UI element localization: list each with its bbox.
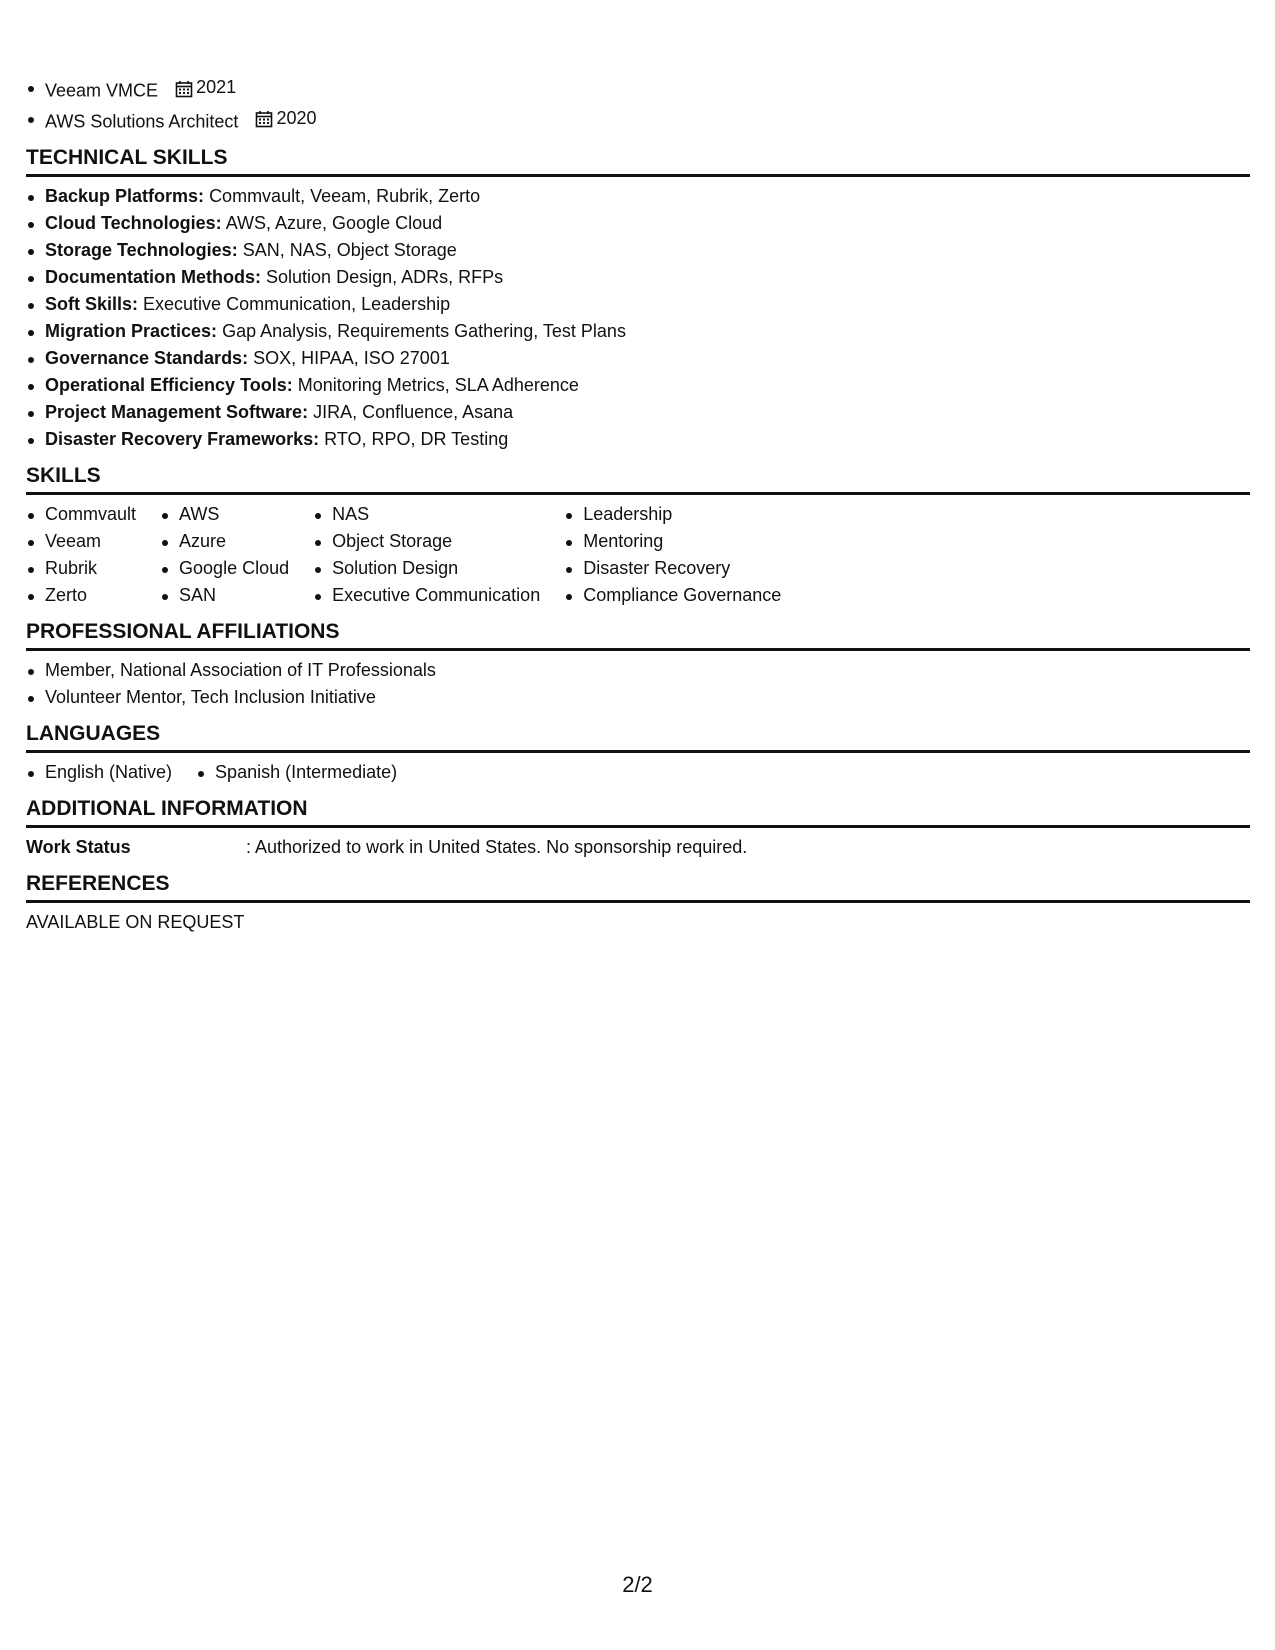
affiliation-item: Member, National Association of IT Professionals (26, 657, 1250, 684)
technical-skill-item (26, 291, 1250, 318)
skill-item: Google Cloud (160, 555, 289, 582)
additional-info-section (26, 794, 1250, 861)
references-text: AVAILABLE ON REQUEST (26, 912, 245, 932)
affiliations-list (26, 657, 1250, 711)
technical-skill-item (26, 426, 1250, 453)
skill-item: Mentoring (564, 528, 781, 555)
skill-values: AWS, Azure, Google Cloud (225, 213, 443, 233)
skill-values: Commvault, Veeam, Rubrik, Zerto (209, 186, 481, 206)
skills-column (313, 501, 540, 609)
skill-item: Rubrik (26, 555, 136, 582)
skill-category: Operational Efficiency Tools: (45, 375, 293, 395)
skill-values: JIRA, Confluence, Asana (313, 402, 514, 422)
technical-skill-item (26, 237, 1250, 264)
skill-item: SAN (160, 582, 289, 609)
skill-category: Cloud Technologies: (45, 213, 222, 233)
work-status-label: Work Status (26, 837, 131, 857)
technical-skill-item (26, 318, 1250, 345)
skill-values: Executive Communication, Leadership (143, 294, 451, 314)
skills-section (26, 461, 1250, 609)
skill-values: SAN, NAS, Object Storage (242, 240, 457, 260)
certification-date (255, 105, 316, 132)
section-heading: TECHNICAL SKILLS (26, 143, 1250, 177)
certification-item (26, 105, 1250, 136)
certifications-list (26, 74, 1250, 135)
references-section (26, 869, 1250, 936)
skill-category: Soft Skills: (45, 294, 139, 314)
skill-category: Storage Technologies: (45, 240, 238, 260)
technical-skill-item (26, 264, 1250, 291)
skill-values: SOX, HIPAA, ISO 27001 (253, 348, 450, 368)
technical-skills-section (26, 143, 1250, 453)
certification-date (175, 74, 236, 101)
skill-category: Backup Platforms: (45, 186, 205, 206)
work-status-value: : Authorized to work in United States. No sponsorship required. (246, 837, 748, 857)
section-heading: SKILLS (26, 461, 1250, 495)
calendar-icon (175, 80, 193, 98)
skill-item: Zerto (26, 582, 136, 609)
section-heading: LANGUAGES (26, 719, 1250, 753)
skill-item: Commvault (26, 501, 136, 528)
calendar-icon (255, 110, 273, 128)
skill-category: Project Management Software: (45, 402, 309, 422)
skill-category: Migration Practices: (45, 321, 218, 341)
resume-page (26, 74, 1250, 936)
technical-skill-item (26, 183, 1250, 210)
language-item: English (Native) (26, 759, 172, 786)
technical-skills-list (26, 183, 1250, 453)
skills-column (564, 501, 781, 609)
skill-item: Azure (160, 528, 289, 555)
skill-values: Monitoring Metrics, SLA Adherence (297, 375, 579, 395)
skill-item: Solution Design (313, 555, 540, 582)
skill-item: NAS (313, 501, 540, 528)
skills-column (26, 501, 136, 609)
certification-name: AWS Solutions Architect (45, 111, 239, 131)
skill-category: Documentation Methods: (45, 267, 261, 287)
languages-list (26, 759, 1250, 786)
skill-item: Compliance Governance (564, 582, 781, 609)
skill-item: Executive Communication (313, 582, 540, 609)
skill-item: Leadership (564, 501, 781, 528)
skill-category: Disaster Recovery Frameworks: (45, 429, 320, 449)
work-status-row (26, 834, 1250, 861)
certification-year: 2021 (196, 77, 237, 97)
skills-grid (26, 501, 1250, 609)
language-item: Spanish (Intermediate) (196, 759, 397, 786)
technical-skill-item (26, 210, 1250, 237)
skill-category: Governance Standards: (45, 348, 249, 368)
skill-item: Disaster Recovery (564, 555, 781, 582)
certification-year: 2020 (276, 107, 317, 128)
page-number: 2/2 (622, 1572, 653, 1597)
technical-skill-item (26, 399, 1250, 426)
skill-item: Veeam (26, 528, 136, 555)
languages-section (26, 719, 1250, 786)
affiliations-section (26, 617, 1250, 711)
skill-item: AWS (160, 501, 289, 528)
skills-column (160, 501, 289, 609)
section-heading: ADDITIONAL INFORMATION (26, 794, 1250, 828)
certification-item (26, 74, 1250, 105)
skill-item: Object Storage (313, 528, 540, 555)
technical-skill-item (26, 372, 1250, 399)
affiliation-item: Volunteer Mentor, Tech Inclusion Initiative (26, 684, 1250, 711)
skill-values: Solution Design, ADRs, RFPs (266, 267, 504, 287)
section-heading: PROFESSIONAL AFFILIATIONS (26, 617, 1250, 651)
skill-values: RTO, RPO, DR Testing (324, 429, 509, 449)
section-heading: REFERENCES (26, 869, 1250, 903)
skill-values: Gap Analysis, Requirements Gathering, Test Plans (222, 321, 626, 341)
certification-name: Veeam VMCE (45, 80, 159, 101)
technical-skill-item (26, 345, 1250, 372)
